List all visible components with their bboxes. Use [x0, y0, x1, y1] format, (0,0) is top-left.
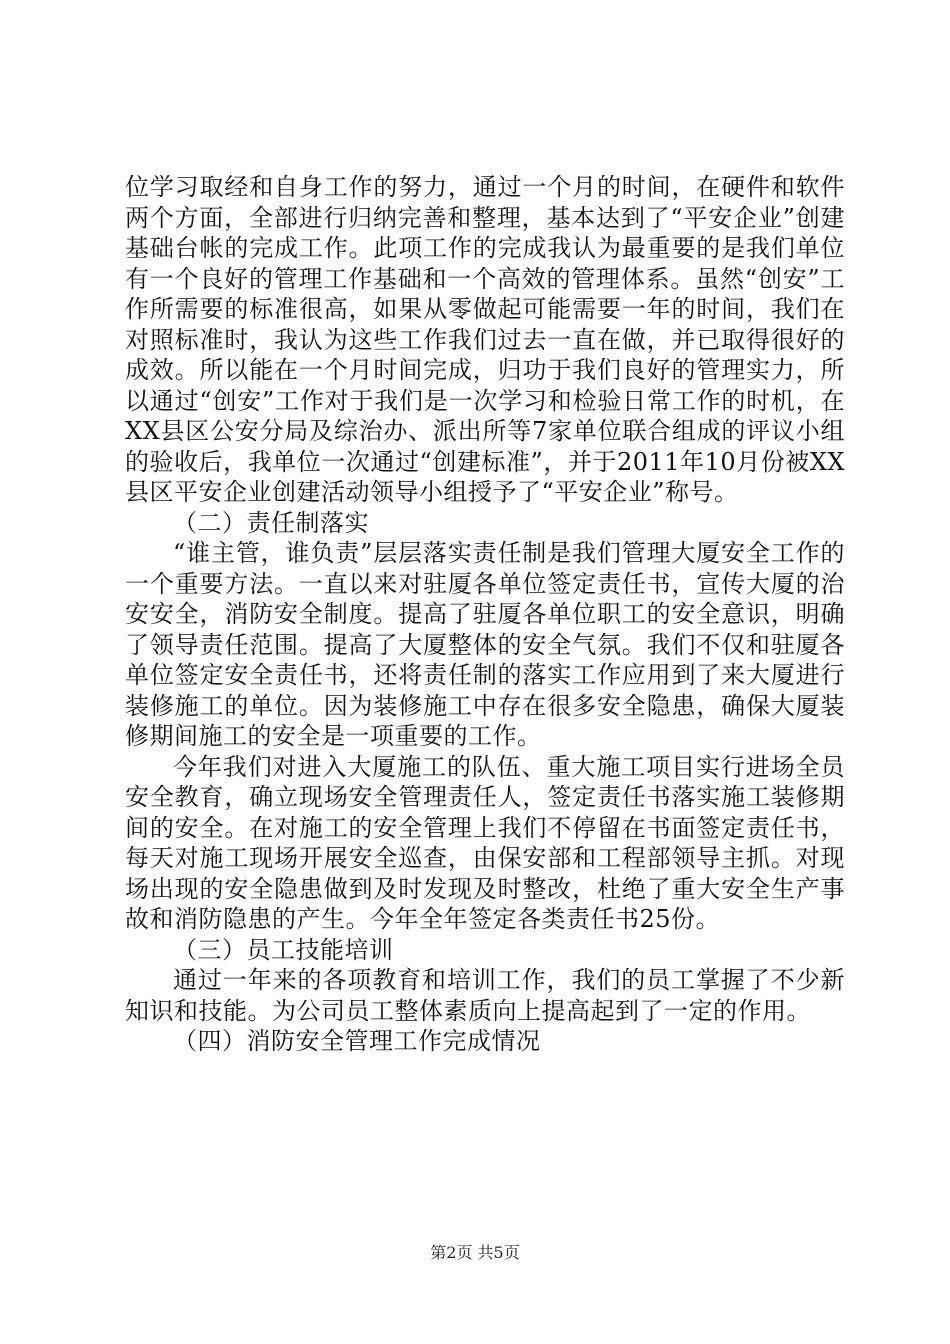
document-body — [125, 172, 845, 1057]
section-heading-responsibility: （二）责任制落实 — [173, 508, 369, 537]
section-heading-fire-safety: （四）消防安全管理工作完成情况 — [173, 1027, 541, 1055]
paragraph-responsibility-system: “谁主管，谁负责”层层落实责任制是我们管理大厦安全工作的一个重要方法。一直以来对驻厦各单位签定责任书，宣传大厦的治安安全，消防安全制度。提高了驻厦各单位职工的安全意识，明确了领导责任范围。提高了大厦整体的安全气氛。我们不仅和驻厦各单位签定安全责任书，还将责任制的落实工作应用到了来大厦进行装修施工的单位。因为装修施工中存在很多安全隐患，确保大厦装修期间施工的安全是一项重要的工作。 — [125, 539, 845, 750]
paragraph-construction-safety: 今年我们对进入大厦施工的队伍、重大施工项目实行进场全员安全教育，确立现场安全管理责任人，签定责任书落实施工装修期间的安全。在对施工的安全管理上我们不停留在书面签定责任书，每天对施工现场开展安全巡查，由保安部和工程部领导主抓。对现场出现的安全隐患做到及时发现及时整改，杜绝了重大安全生产事故和消防隐患的产生。今年全年签定各类责任书25份。 — [125, 752, 845, 933]
section-heading-training: （三）员工技能培训 — [173, 935, 394, 964]
paragraph-continuation: 位学习取经和自身工作的努力，通过一个月的时间，在硬件和软件两个方面，全部进行归纳完善和整理，基本达到了“平安企业”创建基础台帐的完成工作。此项工作的完成我认为最重要的是我们单位有一个良好的管理工作基础和一个高效的管理体系。虽然“创安”工作所需要的标准很高，如果从零做起可能需要一年的时间，我们在对照标准时，我认为这些工作我们过去一直在做，并已取得很好的成效。所以能在一个月时间完成，归功于我们良好的管理实力，所以通过“创安”工作对于我们是一次学习和检验日常工作的时机，在XX县区公安分局及综治办、派出所等7家单位联合组成的评议小组的验收后，我单位一次通过“创建标准”，并于2011年10月份被XX县区平安企业创建活动领导小组授予了“平安企业”称号。 — [125, 173, 845, 506]
paragraph-training: 通过一年来的各项教育和培训工作，我们的员工掌握了不少新知识和技能。为公司员工整体素质向上提高起到了一定的作用。 — [125, 966, 845, 1025]
page-number-footer: 第2页 共5页 — [430, 1243, 520, 1262]
